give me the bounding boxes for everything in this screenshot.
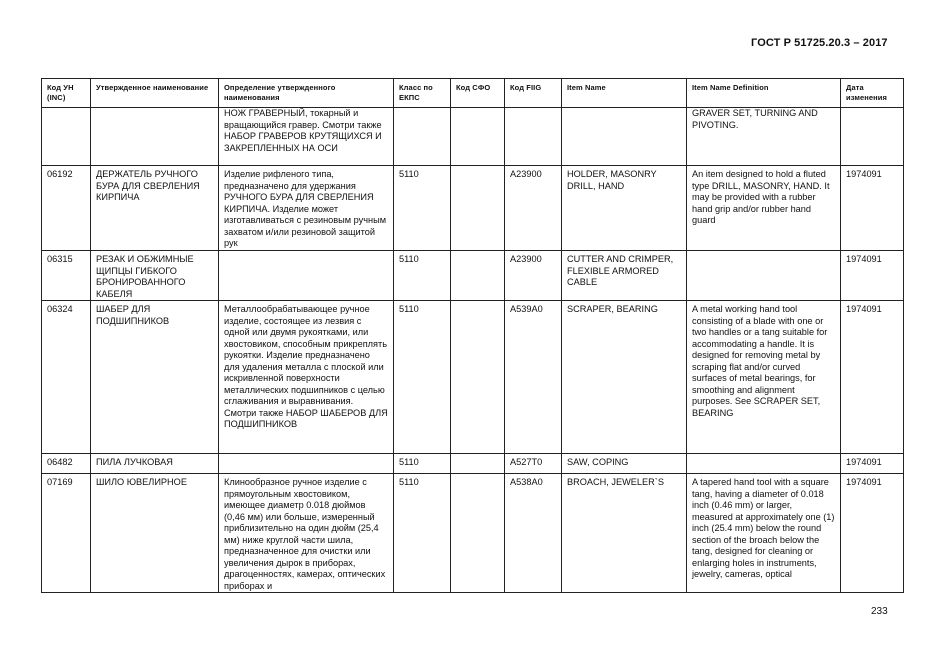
table-row (42, 301, 904, 454)
cell-item-def: A tapered hand tool with a square tang, having a diameter of 0.018 inch (0.46 mm) or larger, measured at approximately one (1) inch (25.4 mm) below the round section of the broach below the tang, designed for cleaning or enlarging holes in instruments, jewelry, cameras, optical (687, 474, 841, 593)
cell-name-ru: ШАБЕР ДЛЯ ПОДШИПНИКОВ (91, 301, 219, 454)
cell-sfo (451, 251, 505, 301)
cell-date: 1974091 (841, 166, 904, 251)
col-header-item-name: Item Name (562, 79, 687, 108)
cell-name-ru: РЕЗАК И ОБЖИМНЫЕ ЩИПЦЫ ГИБКОГО БРОНИРОВАННОГО КАБЕЛЯ (91, 251, 219, 301)
cell-def-ru: Металлообрабатывающее ручное изделие, состоящее из лезвия с одной или двумя рукоятками, или хвостовиком, способным прикреплять рукоятки. Изделие предназначено для удаления металла с плоской или искривленной поверхности металлических подшипников с целью сглаживания и выравнивания. Смотри также НАБОР ШАБЕРОВ ДЛЯ ПОДШИПНИКОВ (219, 301, 394, 454)
cell-item-def (687, 251, 841, 301)
cell-class: 5110 (394, 454, 451, 474)
cell-date: 1974091 (841, 454, 904, 474)
col-header-def-ru: Определение утвержденного наименования (219, 79, 394, 108)
cell-date: 1974091 (841, 474, 904, 593)
cell-def-ru (219, 251, 394, 301)
cell-date (841, 108, 904, 166)
table-row (42, 454, 904, 474)
cell-sfo (451, 108, 505, 166)
cell-item-def: GRAVER SET, TURNING AND PIVOTING. (687, 108, 841, 166)
cell-inc: 06315 (42, 251, 91, 301)
table-row (42, 474, 904, 593)
cell-def-ru (219, 454, 394, 474)
cell-item-name: CUTTER AND CRIMPER, FLEXIBLE ARMORED CABLE (562, 251, 687, 301)
col-header-date: Дата изменения (841, 79, 904, 108)
cell-item-name: BROACH, JEWELER`S (562, 474, 687, 593)
table-row (42, 251, 904, 301)
cell-fiig: A538A0 (505, 474, 562, 593)
cell-class: 5110 (394, 251, 451, 301)
page-number: 233 (871, 606, 888, 617)
cell-class (394, 108, 451, 166)
cell-date: 1974091 (841, 251, 904, 301)
item-names-table (41, 78, 904, 593)
cell-inc: 07169 (42, 474, 91, 593)
cell-fiig: A23900 (505, 251, 562, 301)
cell-item-def (687, 454, 841, 474)
cell-item-name: SAW, COPING (562, 454, 687, 474)
cell-name-ru: ШИЛО ЮВЕЛИРНОЕ (91, 474, 219, 593)
cell-def-ru: Клинообразное ручное изделие с прямоугольным хвостовиком, имеющее диаметр 0.018 дюймов (0,46 мм) или больше, измеренный приблизительно на один дюйм (25,4 мм) ниже круглой части шила, предназначенное для очистки или увеличения дырок в приборах, драгоценностях, камерах, оптических приборах и (219, 474, 394, 593)
col-header-item-def: Item Name Definition (687, 79, 841, 108)
cell-item-name (562, 108, 687, 166)
col-header-inc: Код УН (INC) (42, 79, 91, 108)
col-header-name-ru: Утвержденное наименование (91, 79, 219, 108)
cell-fiig: A23900 (505, 166, 562, 251)
cell-inc (42, 108, 91, 166)
cell-name-ru: ПИЛА ЛУЧКОВАЯ (91, 454, 219, 474)
cell-sfo (451, 474, 505, 593)
cell-name-ru: ДЕРЖАТЕЛЬ РУЧНОГО БУРА ДЛЯ СВЕРЛЕНИЯ КИРПИЧА (91, 166, 219, 251)
cell-item-def: A metal working hand tool consisting of a blade with one or two handles or a tang suitable for accommodating a handle. It is designed for removing metal by scraping flat and/or curved surfaces of metal bearings, for smoothing and alignment purposes. See SCRAPER SET, BEARING (687, 301, 841, 454)
cell-class: 5110 (394, 474, 451, 593)
cell-class: 5110 (394, 301, 451, 454)
cell-name-ru (91, 108, 219, 166)
cell-item-name: SCRAPER, BEARING (562, 301, 687, 454)
table-row (42, 166, 904, 251)
cell-inc: 06192 (42, 166, 91, 251)
document-code: ГОСТ Р 51725.20.3 – 2017 (751, 37, 888, 49)
col-header-sfo: Код СФО (451, 79, 505, 108)
cell-fiig: A539A0 (505, 301, 562, 454)
cell-fiig: A527T0 (505, 454, 562, 474)
cell-date: 1974091 (841, 301, 904, 454)
cell-item-def: An item designed to hold a fluted type DRILL, MASONRY, HAND. It may be provided with a rubber hand grip and/or rubber hand guard (687, 166, 841, 251)
cell-def-ru: НОЖ ГРАВЕРНЫЙ, токарный и вращающийся гравер. Смотри также НАБОР ГРАВЕРОВ КРУТЯЩИХСЯ И ЗАКРЕПЛЕННЫХ НА ОСИ (219, 108, 394, 166)
cell-sfo (451, 166, 505, 251)
cell-inc: 06482 (42, 454, 91, 474)
cell-fiig (505, 108, 562, 166)
col-header-fiig: Код FIIG (505, 79, 562, 108)
cell-inc: 06324 (42, 301, 91, 454)
cell-class: 5110 (394, 166, 451, 251)
cell-sfo (451, 454, 505, 474)
col-header-class: Класс по ЕКПС (394, 79, 451, 108)
cell-item-name: HOLDER, MASONRY DRILL, HAND (562, 166, 687, 251)
table-row (42, 108, 904, 166)
cell-sfo (451, 301, 505, 454)
table-header-row (42, 79, 904, 108)
cell-def-ru: Изделие рифленого типа, предназначено для удержания РУЧНОГО БУРА ДЛЯ СВЕРЛЕНИЯ КИРПИЧА. Изделие может изготавливаться с резиновым ручным захватом и/или резиновой защитой рук (219, 166, 394, 251)
